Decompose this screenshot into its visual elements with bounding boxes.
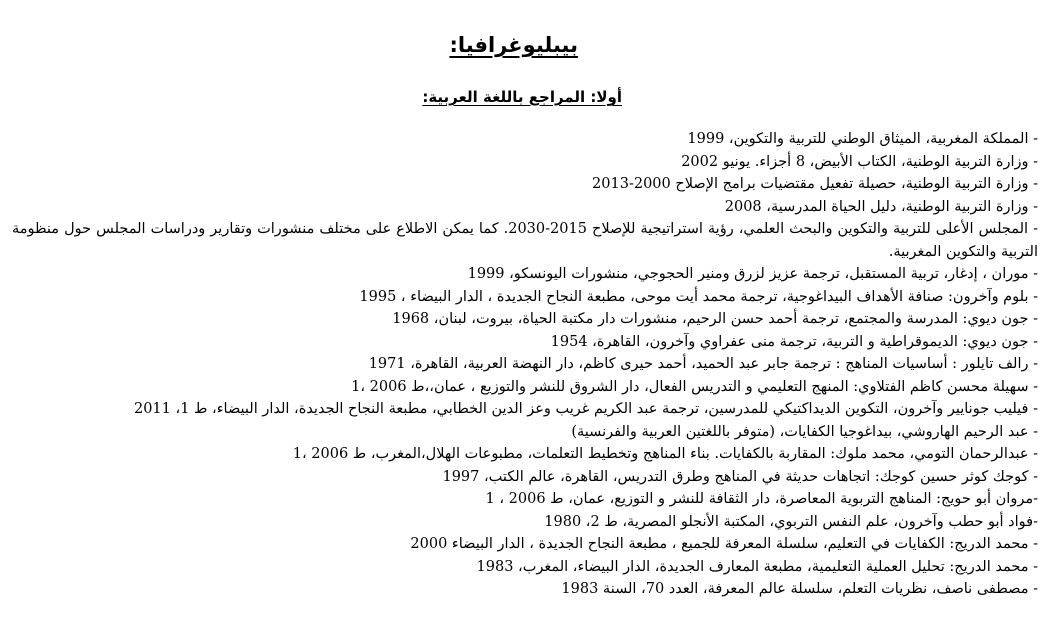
reference-item: - جون ديوي: الديموقراطية و التربية، ترجمة منى عفراوي وآخرون، القاهرة، 1954 xyxy=(550,333,1038,350)
reference-list xyxy=(12,128,1038,601)
reference-item: - محمد الدريج: تحليل العملية التعليمية، مطبعة المعارف الجديدة، الدار البيضاء، المغرب، 1983 xyxy=(476,558,1038,575)
page-title: بيبليوغرافيا: xyxy=(449,33,578,57)
reference-item: - بلوم وآخرون: صنافة الأهداف البيداغوجية، ترجمة محمد أيت موحى، مطبعة النجاح الجديدة ، الدار البيضاء ، 1995 xyxy=(359,288,1038,305)
reference-item: - سهيلة محسن كاظم الفتلاوي: المنهج التعليمي و التدريس الفعال، دار الشروق للنشر والتوزيع ، عمان،،ط 2006 ،1 xyxy=(351,378,1038,395)
section-title: أولا: المراجع باللغة العربية: xyxy=(422,88,622,106)
reference-item: - عبدالرحمان التومي، محمد ملوك: المقاربة بالكفايات. بناء المناهج وتخطيط التعلمات، مطبوعات الهلال،المغرب، ط 2006 ،1 xyxy=(292,446,1038,462)
reference-item: - عبد الرحيم الهاروشي، بيداغوجيا الكفايات، (متوفر باللغتين العربية والفرنسية) xyxy=(571,423,1038,440)
reference-item: - محمد الدريج: الكفايات في التعليم، سلسلة المعرفة للجميع ، مطبعة النجاح الجديدة ، الدار البيضاء 2000 xyxy=(410,536,1038,552)
reference-item: - وزارة التربية الوطنية، دليل الحياة المدرسية، 2008 xyxy=(724,198,1038,215)
reference-item: - مصطفى ناصف، نظريات التعلم، سلسلة عالم المعرفة، العدد 70، السنة 1983 xyxy=(561,581,1038,597)
reference-item: - المملكة المغربية، الميثاق الوطني للتربية والتكوين، 1999 xyxy=(687,131,1038,147)
reference-item: - فيليب جونايير وآخرون، التكوين الديداكتيكي للمدرسين، ترجمة عبد الكريم غريب وعز الدين الخطابي، مطبعة النجاح الجديدة، الدار البيضاء، ط 1، 2011 xyxy=(133,401,1038,417)
reference-item: - رالف تايلور : أساسيات المناهج : ترجمة جابر عبد الحميد، أحمد حيرى كاظم، دار النهضة العربية، القاهرة، 1971 xyxy=(368,356,1038,372)
reference-item: -مروان أبو حويج: المناهج التربوية المعاصرة، دار الثقافة للنشر و التوزيع، عمان، ط 2006 ، 1 xyxy=(485,491,1038,507)
reference-item: -فواد أبو حطب وآخرون، علم النفس التربوي، المكتبة الأنجلو المصرية، ط 2، 1980 xyxy=(544,513,1038,530)
reference-item: - موران ، إدغار، تربية المستقبل، ترجمة عزيز لزرق ومنير الحجوجي، منشورات اليونسكو، 1999 xyxy=(467,266,1038,282)
reference-item: - المجلس الأعلى للتربية والتكوين والبحث العلمي، رؤية استراتيجية للإصلاح 2015-2030. كما يمكن الاطلاع على مختلف منشورات وتقارير ودراسات المجلس حول منظومة التربية والتكوين المغربية. xyxy=(12,221,1038,260)
reference-item: - كوجك كوثر حسين كوجك: اتجاهات حديثة في المناهج وطرق التدريس، القاهرة، عالم الكتب، 1997 xyxy=(442,468,1038,485)
reference-item: - وزارة التربية الوطنية، الكتاب الأبيض، 8 أجزاء. يونيو 2002 xyxy=(681,153,1038,170)
reference-item: - وزارة التربية الوطنية، حصيلة تفعيل مقتضيات برامج الإصلاح 2000-2013 xyxy=(592,176,1038,192)
reference-item: - جون ديوي: المدرسة والمجتمع، ترجمة أحمد حسن الرحيم، منشورات دار مكتبة الحياة، بيروت، لبنان، 1968 xyxy=(392,311,1038,327)
